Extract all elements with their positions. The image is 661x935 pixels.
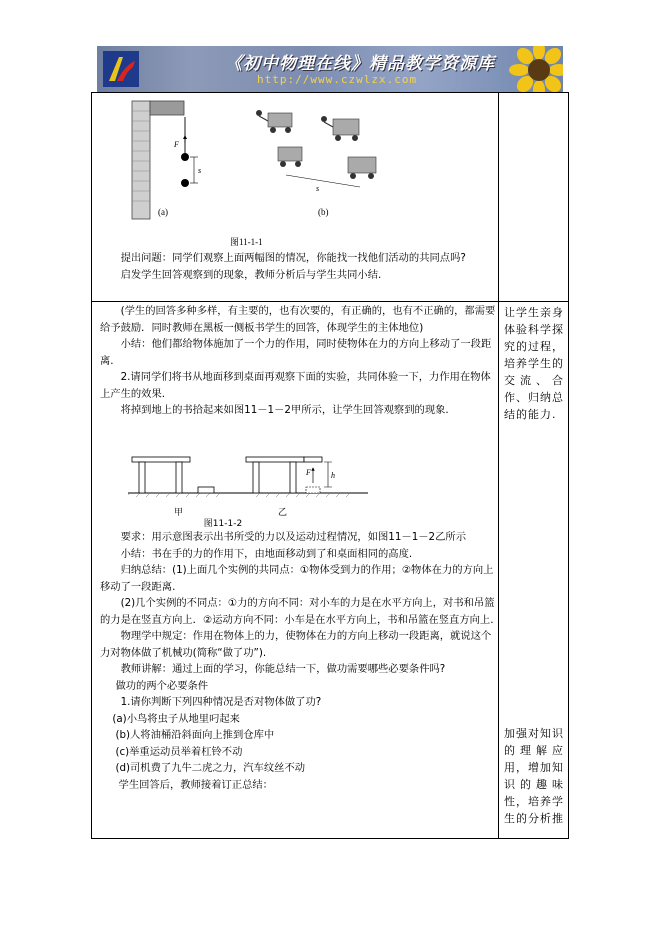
header-banner bbox=[97, 46, 563, 92]
paragraph: 提出问题：同学们观察上面两幅图的情况，你能找一找他们活动的共同点吗? bbox=[120, 252, 466, 264]
sunflower-icon bbox=[505, 46, 563, 92]
side-note-2: 加强对知识的理解应用，增加知识的趣味性，培养学生的分析推 bbox=[504, 727, 564, 825]
banner-url: http://www.czwlzx.com bbox=[257, 73, 418, 86]
paragraph: 学生回答后，教师接着订正总结： bbox=[118, 778, 273, 791]
paragraph: (2)几个实例的不同点：①力的方向不同：对小车的力是在水平方向上，对书和吊篮的力是在竖直方向上．②运动方向不同：小车是在水平方向上，书和吊篮在竖直方向上. bbox=[100, 597, 495, 626]
row-divider bbox=[92, 301, 568, 302]
cart-illustration-icon bbox=[256, 110, 376, 179]
fig2-label-h: h bbox=[331, 471, 335, 480]
section-3-heading: 做功的两个必要条件 bbox=[115, 679, 209, 692]
list-item: (a)小鸟将虫子从地里叼起来 bbox=[112, 712, 240, 725]
figure-2-caption: 图11-1-2 bbox=[203, 519, 243, 529]
figure-11-1-2 bbox=[128, 449, 368, 525]
paragraph: 要求：用示意图表示出书所受的力以及运动过程情况，如图11－1－2乙所示 bbox=[120, 531, 467, 543]
fig1-label-s-a: s bbox=[198, 166, 202, 175]
fig2-label-yi: 乙 bbox=[278, 508, 288, 518]
paragraph: (学生的回答多种多样，有主要的，也有次要的，有正确的，也有不正确的，都需要给予鼓励．同时教师在黑板一侧板书学生的回答，体现学生的主体地位) bbox=[100, 305, 496, 334]
question: 1.请你判断下列四种情况是否对物体做了功? bbox=[120, 696, 322, 708]
list-item: (d)司机费了九牛二虎之力，汽车纹丝不动 bbox=[115, 762, 306, 774]
fig1-label-a: (a) bbox=[158, 207, 168, 217]
list-item: (c)举重运动员举着杠铃不动 bbox=[115, 745, 243, 758]
figure-11-1-1 bbox=[128, 99, 388, 249]
section-1-text bbox=[100, 250, 496, 283]
lesson-table bbox=[91, 92, 569, 839]
banner-title: 《初中物理在线》精品教学资源库 bbox=[225, 54, 495, 74]
fig1-label-b: (b) bbox=[318, 207, 329, 217]
figure-1-caption: 图11-1-1 bbox=[230, 237, 263, 247]
fig1-label-s-b: s bbox=[316, 184, 320, 193]
fig2-label-F: F bbox=[306, 468, 311, 477]
paragraph: 小结：他们都给物体施加了一个力的作用，同时使物体在力的方向上移动了一段距离. bbox=[100, 338, 492, 367]
column-divider bbox=[498, 93, 499, 838]
paragraph: 小结：书在手的力的作用下，由地面移动到了和桌面相同的高度. bbox=[120, 547, 413, 560]
fig1-label-F: F bbox=[174, 140, 179, 149]
paragraph: 归纳总结：(1)上面几个实例的共同点：①物体受到力的作用；②物体在力的方向上移动了一段距离. bbox=[100, 564, 494, 593]
list-item: (b)人将油桶沿斜面向上推到仓库中 bbox=[115, 729, 275, 741]
section-2-summary bbox=[100, 529, 496, 793]
paragraph: 将掉到地上的书拾起来如图11－1－2甲所示，让学生回答观察到的现象. bbox=[120, 404, 449, 416]
site-logo-icon bbox=[103, 51, 139, 87]
paragraph: 物理学中规定：作用在物体上的力，使物体在力的方向上移动一段距离，就说这个力对物体做了机械功(简称“做了功”). bbox=[100, 630, 492, 659]
paragraph: 教师讲解：通过上面的学习，你能总结一下，做功需要哪些必要条件吗? bbox=[120, 663, 446, 675]
fig2-label-jia: 甲 bbox=[174, 508, 184, 518]
section-2-text bbox=[100, 303, 496, 419]
paragraph: 启发学生回答观察到的现象，教师分析后与学生共同小结. bbox=[120, 268, 382, 281]
paragraph: 2.请同学们将书从地面移到桌面再观察下面的实验，共同体验一下，力作用在物体上产生的效果. bbox=[100, 371, 491, 400]
side-note-1: 让学生亲身体验科学探究的过程，培养学生的交流、合作、归纳总结的能力. bbox=[504, 306, 564, 421]
